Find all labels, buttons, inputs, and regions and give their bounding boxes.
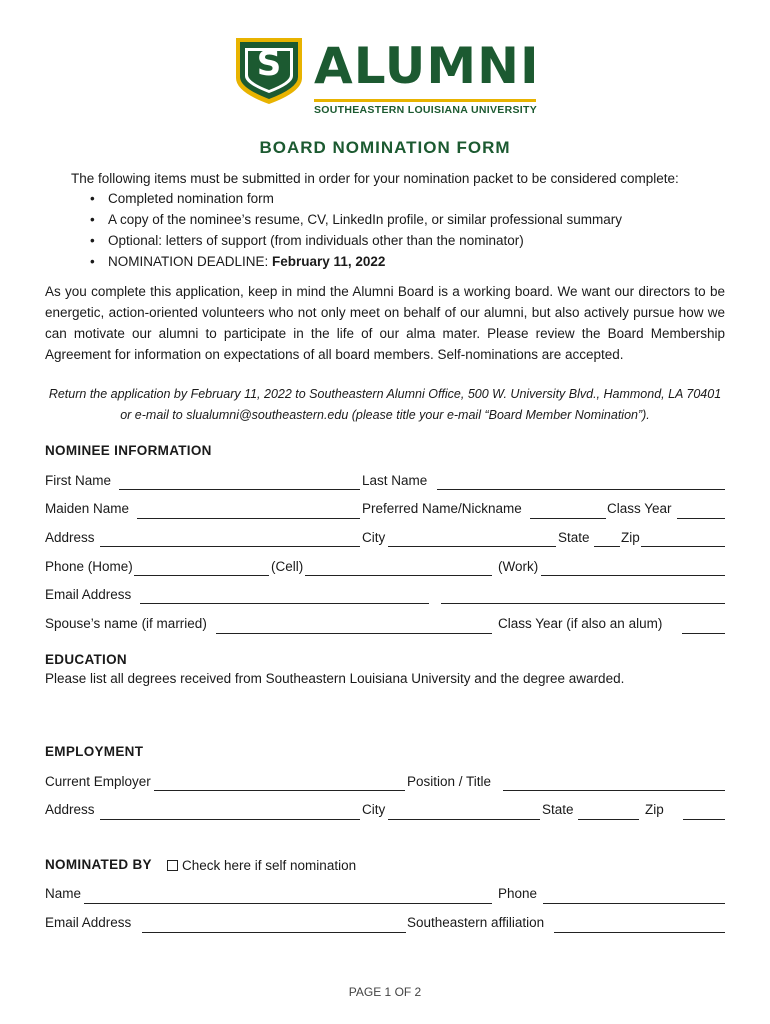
zip-field[interactable] [641, 546, 725, 547]
affiliation-label: Southeastern affiliation [407, 915, 545, 930]
preferred-name-field[interactable] [530, 518, 606, 519]
spouse-class-year-label: Class Year (if also an alum) [498, 616, 663, 631]
self-nomination-checkbox[interactable] [167, 860, 178, 871]
education-instructions: Please list all degrees received from Southeastern Louisiana University and the degree awarded. [45, 671, 625, 686]
employment-city-field[interactable] [388, 819, 540, 820]
address-label: Address [45, 530, 95, 545]
nominator-name-label: Name [45, 886, 82, 901]
nominator-phone-label: Phone [498, 886, 538, 901]
address-field[interactable] [100, 546, 360, 547]
phone-home-field[interactable] [134, 575, 269, 576]
affiliation-field[interactable] [554, 932, 725, 933]
city-label: City [362, 530, 386, 545]
logo-wordmark: ALUMNI [314, 37, 540, 95]
employment-city-label: City [362, 802, 386, 817]
requirement-item: • Optional: letters of support (from individuals other than the nominator) [90, 230, 622, 251]
employment-zip-label: Zip [645, 802, 664, 817]
phone-work-label: (Work) [498, 559, 539, 574]
requirement-item: • A copy of the nominee’s resume, CV, LinkedIn profile, or similar professional summary [90, 209, 622, 230]
board-description: As you complete this application, keep in mind the Alumni Board is a working board. We want our directors to be energetic, action-oriented volunteers who not only meet on behalf of our alumni, but also actively pursue how we can motivate our alumni to participate in the life of our alma mater. Please review the Board Membership Agreement for information on expectations of all board members. Self-nominations are accepted. [45, 284, 725, 362]
spouse-label: Spouse’s name (if married) [45, 616, 207, 631]
phone-cell-label: (Cell) [271, 559, 304, 574]
form-title: BOARD NOMINATION FORM [259, 138, 511, 157]
nominator-email-label: Email Address [45, 915, 132, 930]
phone-cell-field[interactable] [305, 575, 492, 576]
phone-home-label: Phone (Home) [45, 559, 133, 574]
employer-label: Current Employer [45, 774, 151, 789]
employer-field[interactable] [154, 790, 405, 791]
intro-text: The following items must be submitted in order for your nomination packet to be considered complete: [71, 171, 679, 186]
employment-state-field[interactable] [578, 819, 639, 820]
nominee-heading: NOMINEE INFORMATION [45, 443, 212, 458]
first-name-label: First Name [45, 473, 112, 488]
deadline-date: February 11, 2022 [272, 254, 386, 269]
class-year-field[interactable] [677, 518, 725, 519]
maiden-name-field[interactable] [137, 518, 360, 519]
email-field-secondary[interactable] [441, 603, 725, 604]
last-name-field[interactable] [437, 489, 725, 490]
phone-work-field[interactable] [541, 575, 725, 576]
return-instructions-line1: Return the application by February 11, 2022 to Southeastern Alumni Office, 500 W. University Blvd., Hammond, LA 70401 [48, 387, 722, 401]
requirement-item: • Completed nomination form [90, 188, 622, 209]
requirement-deadline: • NOMINATION DEADLINE: February 11, 2022 [90, 251, 622, 272]
position-label: Position / Title [407, 774, 492, 789]
spouse-field[interactable] [216, 633, 492, 634]
last-name-label: Last Name [362, 473, 428, 488]
nominator-name-field[interactable] [84, 903, 492, 904]
state-field[interactable] [594, 546, 620, 547]
employment-address-label: Address [45, 802, 95, 817]
maiden-name-label: Maiden Name [45, 501, 130, 516]
logo-subtitle: SOUTHEASTERN LOUISIANA UNIVERSITY [314, 104, 538, 116]
employment-state-label: State [542, 802, 574, 817]
employment-zip-field[interactable] [683, 819, 725, 820]
email-field[interactable] [140, 603, 429, 604]
position-field[interactable] [503, 790, 725, 791]
city-field[interactable] [388, 546, 556, 547]
page-number: PAGE 1 OF 2 [348, 985, 422, 999]
employment-heading: EMPLOYMENT [45, 744, 144, 759]
nominator-phone-field[interactable] [543, 903, 725, 904]
state-label: State [558, 530, 590, 545]
nominated-by-heading: NOMINATED BY [45, 857, 152, 872]
first-name-field[interactable] [119, 489, 360, 490]
preferred-name-label: Preferred Name/Nickname [362, 501, 522, 516]
email-label: Email Address [45, 587, 132, 602]
class-year-label: Class Year [607, 501, 672, 516]
employment-address-field[interactable] [100, 819, 360, 820]
education-heading: EDUCATION [45, 652, 127, 667]
requirements-list [90, 188, 622, 272]
return-instructions-line2: or e-mail to slualumni@southeastern.edu (please title your e-mail “Board Member Nomination”). [120, 408, 650, 422]
logo-gold-rule [314, 99, 536, 102]
nominator-email-field[interactable] [142, 932, 406, 933]
shield-letter: S [256, 44, 282, 84]
spouse-class-year-field[interactable] [682, 633, 725, 634]
self-nomination-label: Check here if self nomination [182, 858, 357, 873]
zip-label: Zip [621, 530, 640, 545]
